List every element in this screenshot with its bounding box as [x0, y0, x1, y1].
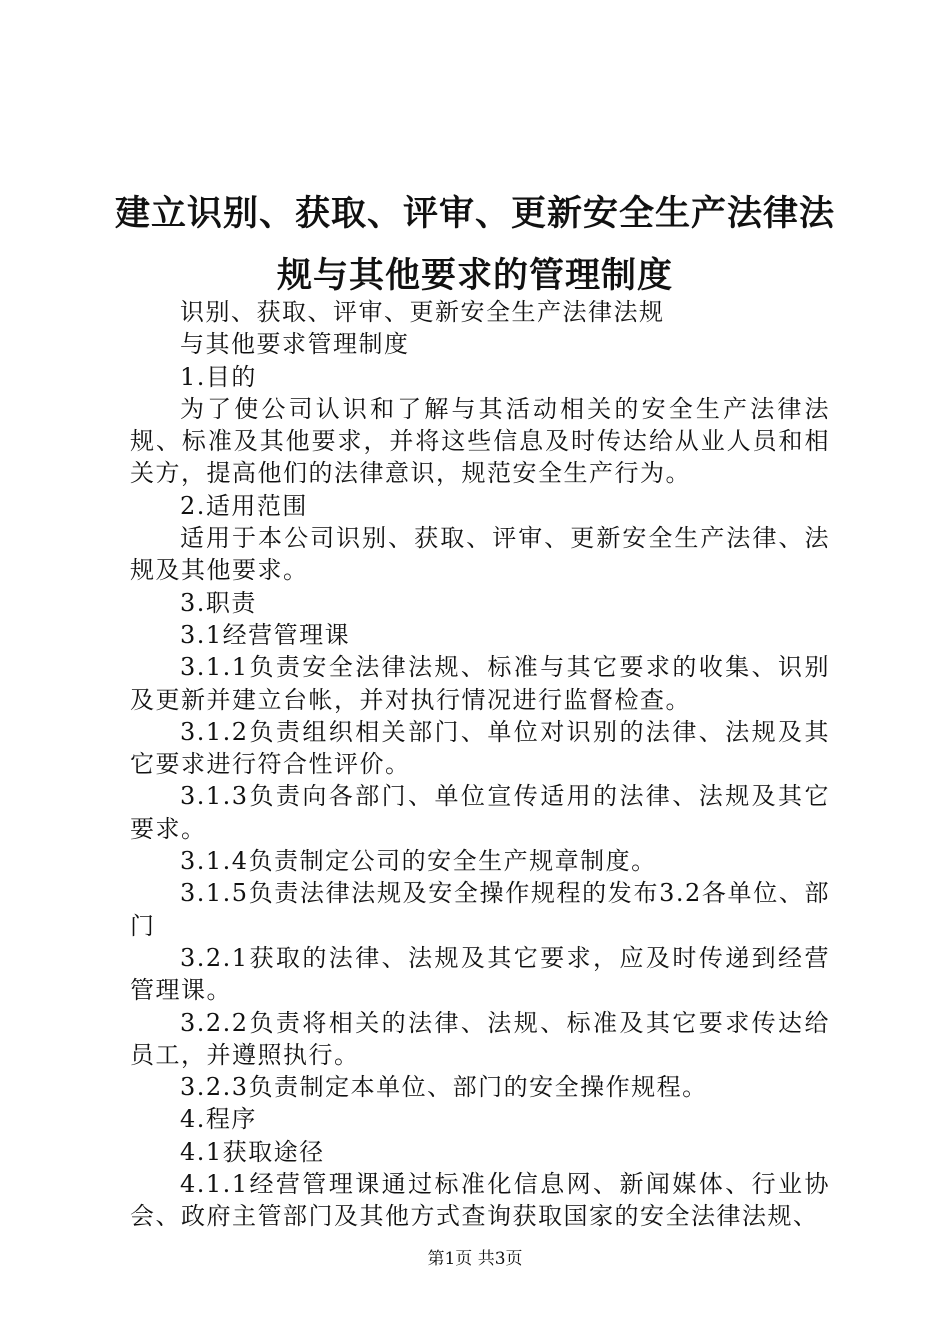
paragraph-3-1-3: 3.1.3负责向各部门、单位宣传适用的法律、法规及其它要求。 [130, 782, 830, 843]
paragraph-3-2-2: 3.2.2负责将相关的法律、法规、标准及其它要求传达给员工，并遵照执行。 [130, 1008, 830, 1069]
section-heading-scope: 2.适用范围 [180, 491, 308, 520]
paragraph-purpose: 为了使公司认识和了解与其活动相关的安全生产法律法规、标准及其他要求，并将这些信息及时传达给从业人员和相关方，提高他们的法律意识，规范安全生产行为。 [130, 394, 830, 488]
paragraph-3-1-4: 3.1.4负责制定公司的安全生产规章制度。 [180, 847, 657, 876]
subsection-heading-3-1: 3.1经营管理课 [180, 620, 351, 649]
subtitle-line-2: 与其他要求管理制度 [180, 330, 410, 359]
paragraph-3-1-1: 3.1.1负责安全法律法规、标准与其它要求的收集、识别及更新并建立台帐，并对执行情况进行监督检查。 [130, 653, 830, 714]
document-title-line-1: 建立识别、获取、评审、更新安全生产法律法 [114, 194, 835, 234]
paragraph-3-1-2: 3.1.2负责组织相关部门、单位对识别的法律、法规及其它要求进行符合性评价。 [130, 717, 830, 779]
paragraph-scope: 适用于本公司识别、获取、评审、更新安全生产法律、法规及其他要求。 [130, 524, 830, 585]
document-body [130, 296, 830, 1233]
section-heading-responsibilities: 3.职责 [180, 588, 257, 617]
paragraph-3-1-5: 3.1.5负责法律法规及安全操作规程的发布3.2各单位、部门 [130, 879, 830, 940]
paragraph-3-2-1: 3.2.1获取的法律、法规及其它要求，应及时传递到经营管理课。 [130, 943, 830, 1005]
paragraph-4-1-1: 4.1.1经营管理课通过标准化信息网、新闻媒体、行业协会、政府主管部门及其他方式查询获取国家的安全法律法规、 [130, 1170, 830, 1231]
page-footer: 第1页 共3页 [427, 1249, 523, 1269]
document-title-line-2: 规与其他要求的管理制度 [276, 256, 673, 296]
section-heading-purpose: 1.目的 [180, 362, 257, 391]
paragraph-3-2-3: 3.2.3负责制定本单位、部门的安全操作规程。 [180, 1073, 708, 1102]
subtitle-line-1: 识别、获取、评审、更新安全生产法律法规 [180, 298, 665, 326]
subsection-heading-4-1: 4.1获取途径 [180, 1137, 325, 1166]
section-heading-procedure: 4.程序 [180, 1105, 257, 1134]
